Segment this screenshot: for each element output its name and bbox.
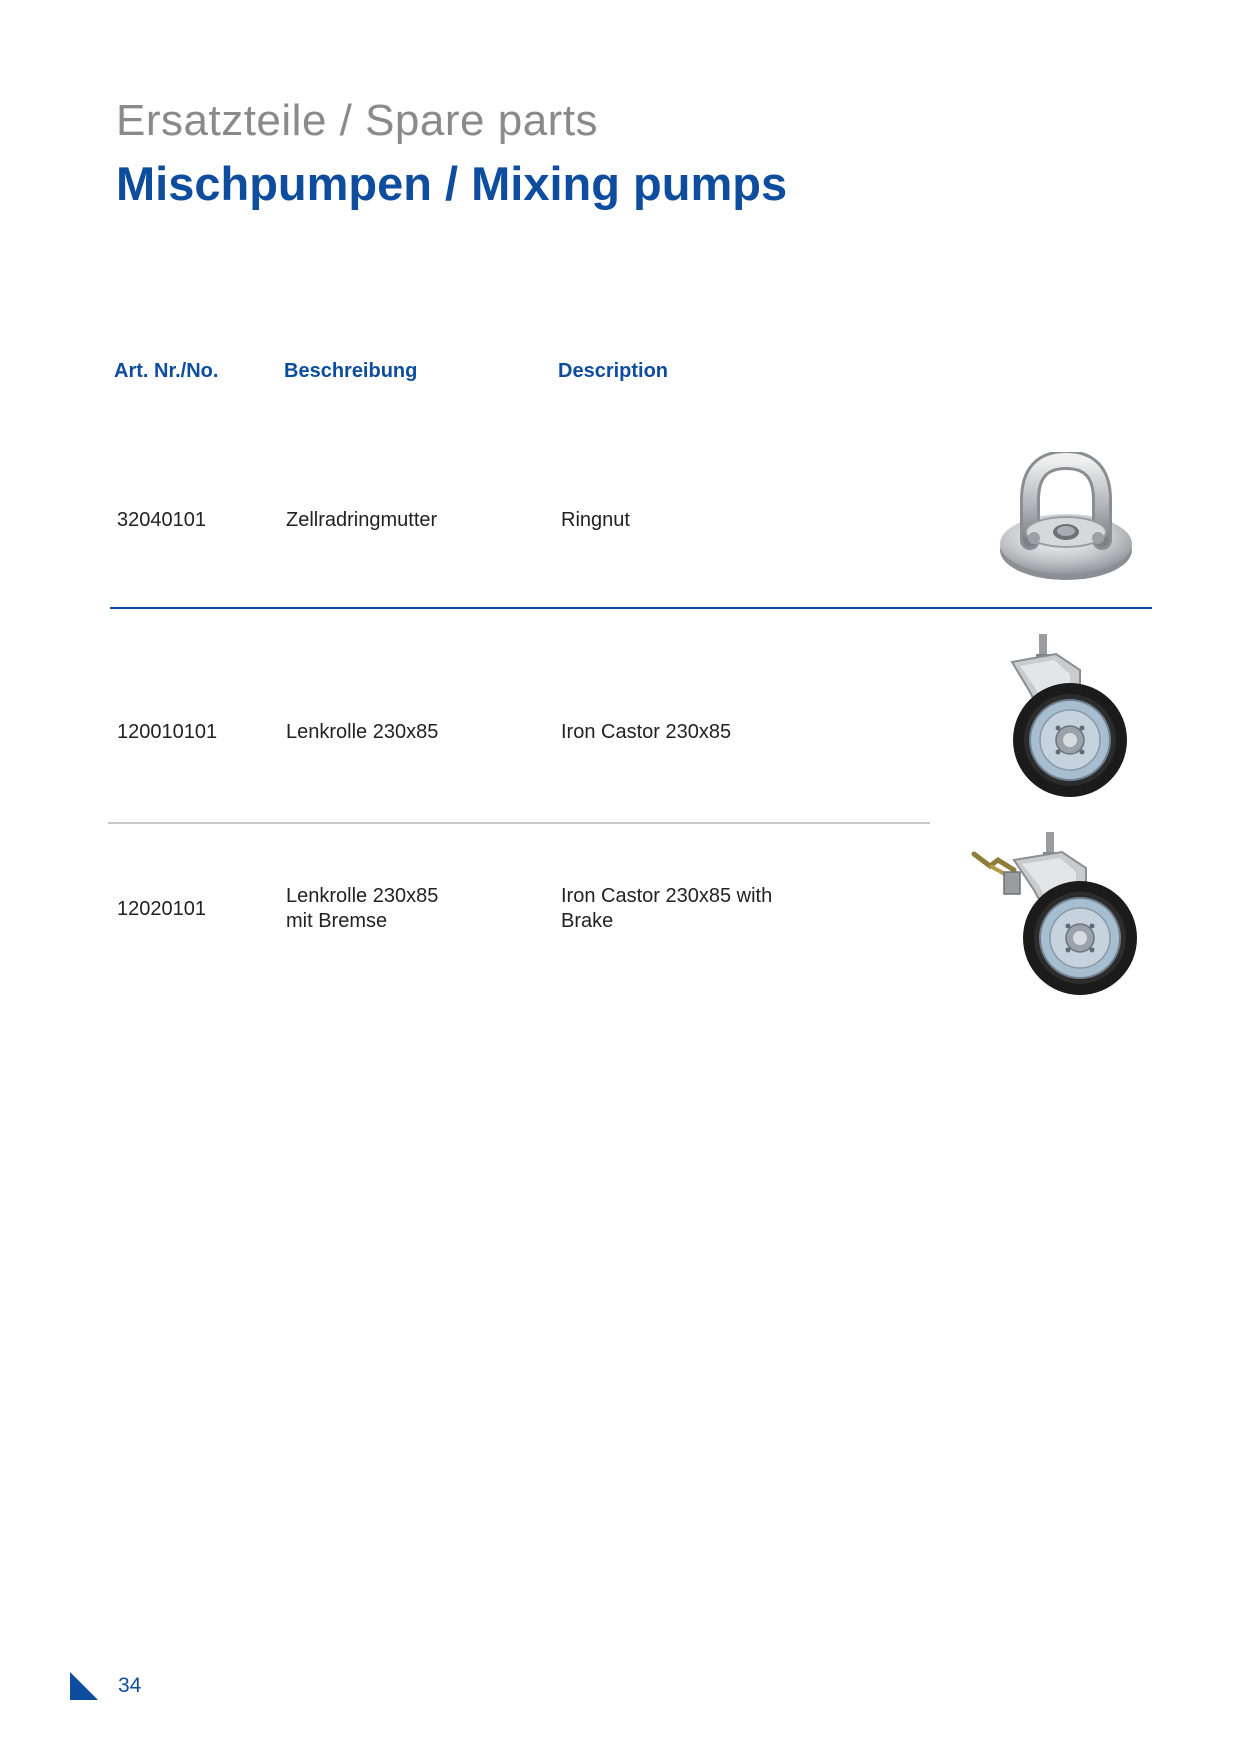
- page-title: Mischpumpen / Mixing pumps: [116, 157, 788, 210]
- beschreibung-line: Lenkrolle 230x85: [286, 885, 439, 907]
- column-header-art-no: Art. Nr./No.: [114, 360, 219, 382]
- description-cell: Ringnut: [561, 509, 630, 531]
- row-divider: [108, 822, 930, 824]
- art-no-cell: 120010101: [117, 721, 218, 743]
- description-cell: Iron Castor 230x85: [561, 721, 732, 743]
- art-no-cell: 12020101: [117, 898, 206, 920]
- castor-wheel-image: [1000, 632, 1140, 802]
- column-header-description: Description: [558, 360, 669, 382]
- description-cell: [561, 884, 772, 934]
- page-subtitle: Ersatzteile / Spare parts: [116, 96, 599, 145]
- ring-nut-image: [996, 452, 1136, 582]
- triangle-corner-icon: [70, 1672, 98, 1700]
- row-divider: [110, 607, 1152, 609]
- beschreibung-cell: Lenkrolle 230x85: [286, 721, 439, 743]
- beschreibung-cell: [286, 884, 438, 934]
- page-number: 34: [118, 1674, 142, 1697]
- art-no-cell: 32040101: [117, 509, 206, 531]
- column-header-beschreibung: Beschreibung: [284, 360, 418, 382]
- beschreibung-cell: Zellradringmutter: [286, 509, 438, 531]
- beschreibung-line: mit Bremse: [286, 910, 388, 932]
- description-line: Brake: [561, 910, 614, 932]
- description-line: Iron Castor 230x85 with: [561, 885, 773, 907]
- castor-wheel-with-brake-image: [970, 830, 1150, 1000]
